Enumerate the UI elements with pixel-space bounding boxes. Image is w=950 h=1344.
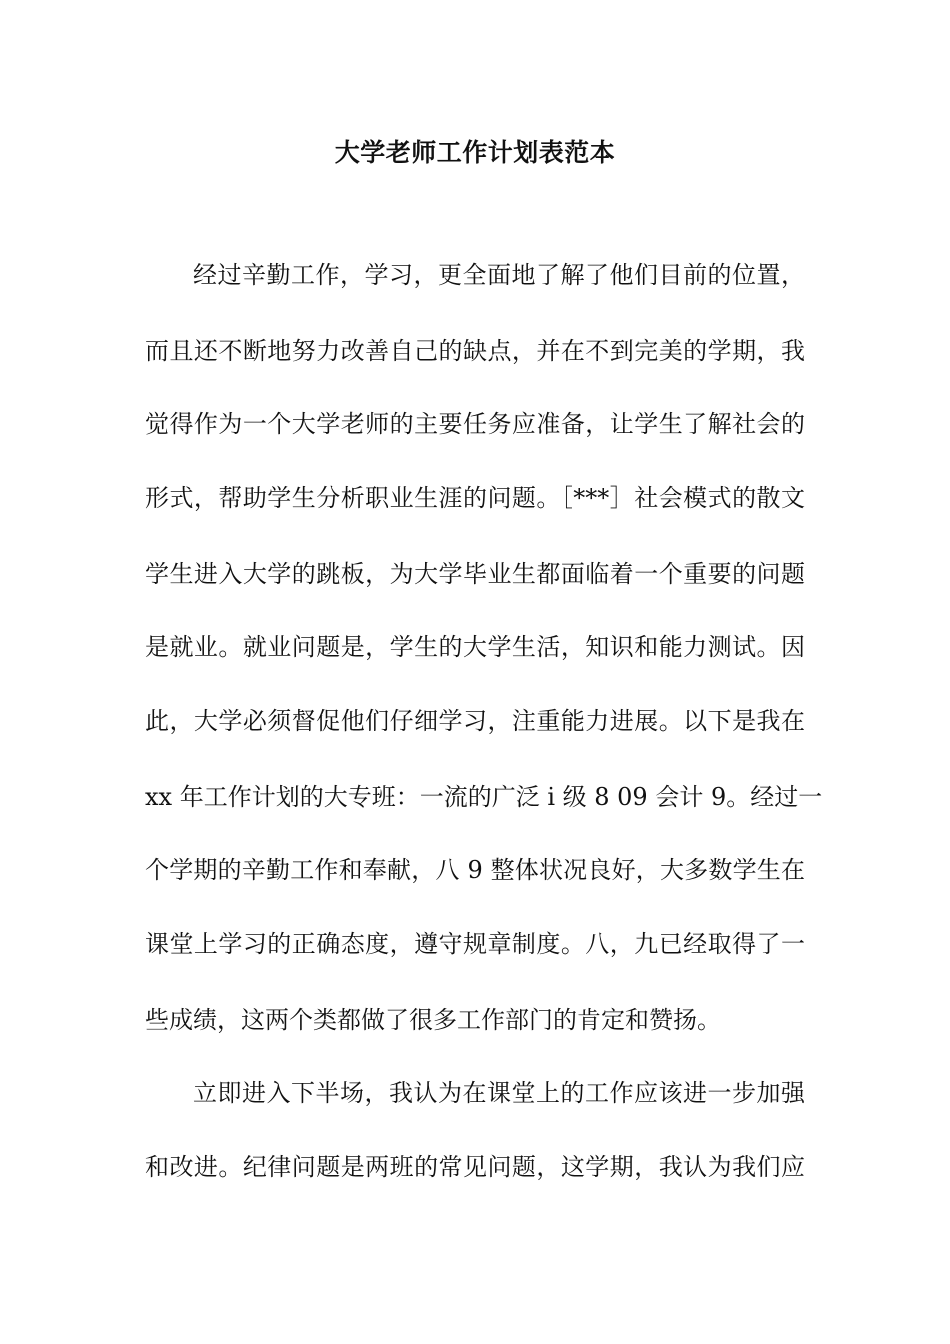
paragraph-2-line-2: 和改进。纪律问题是两班的常见问题，这学期，我认为我们应 xyxy=(145,1153,805,1181)
paragraph-1-line-2: 而且还不断地努力改善自己的缺点，并在不到完美的学期，我 xyxy=(145,337,805,365)
document-title: 大学老师工作计划表范本 xyxy=(334,138,616,167)
paragraph-1-line-3: 觉得作为一个大学老师的主要任务应准备，让学生了解社会的 xyxy=(145,410,805,438)
paragraph-1-line-1: 经过辛勤工作，学习，更全面地了解了他们目前的位置， xyxy=(193,261,805,289)
paragraph-1-line-9: 个学期的辛勤工作和奉献，八 9 整体状况良好，大多数学生在 xyxy=(145,856,805,884)
paragraph-1-line-10: 课堂上学习的正确态度，遵守规章制度。八，九已经取得了一 xyxy=(145,930,805,958)
paragraph-1-line-11: 些成绩，这两个类都做了很多工作部门的肯定和赞扬。 xyxy=(145,1006,721,1034)
paragraph-1-line-4: 形式，帮助学生分析职业生涯的问题。［***］社会模式的散文 xyxy=(145,484,805,512)
paragraph-2-line-1: 立即进入下半场，我认为在课堂上的工作应该进一步加强 xyxy=(193,1079,805,1107)
paragraph-1-line-8: xx 年工作计划的大专班：一流的广泛 i 级 8 09 会计 9。经过一 xyxy=(145,783,823,811)
paragraph-1-line-7: 此，大学必须督促他们仔细学习，注重能力进展。以下是我在 xyxy=(145,707,805,735)
paragraph-1-line-6: 是就业。就业问题是，学生的大学生活，知识和能力测试。因 xyxy=(145,633,805,661)
paragraph-1-line-5: 学生进入大学的跳板，为大学毕业生都面临着一个重要的问题 xyxy=(145,560,805,588)
